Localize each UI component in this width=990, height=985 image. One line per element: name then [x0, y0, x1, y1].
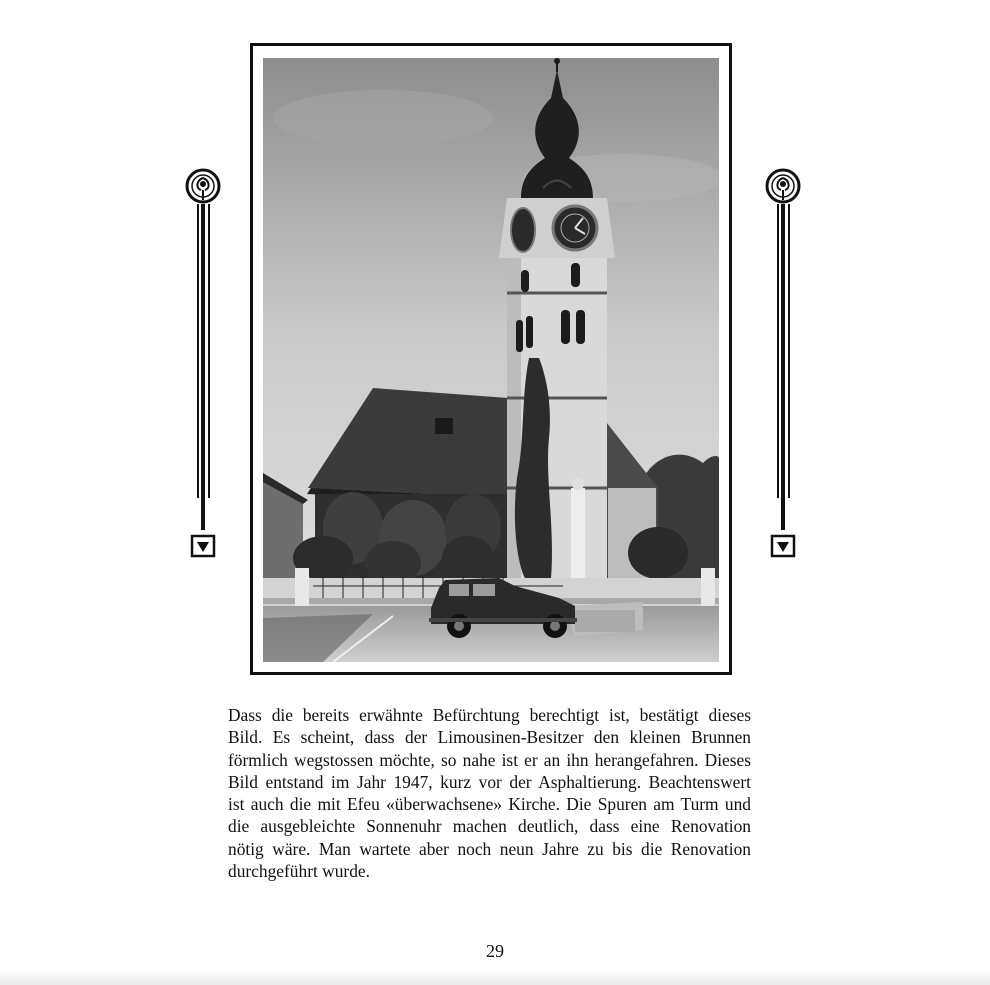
church-photo	[263, 58, 719, 662]
photo-caption	[228, 704, 751, 882]
photo-frame	[250, 43, 732, 675]
caption-line: ist auch die mit Efeu «überwachsene» Kirche. Die Spuren am Turm und	[228, 794, 751, 815]
caption-line: Dass die bereits erwähnte Befürchtung berechtigt ist, bestätigt dieses	[228, 705, 751, 725]
page-number: 29	[486, 941, 504, 961]
caption-line: nötig wäre. Man wartete aber noch neun Jahre zu bis die Renovation	[228, 838, 751, 859]
right-ornament	[763, 168, 803, 568]
caption-line: förmlich wegstossen möchte, so nahe ist er an ihn herangefahren. Dieses	[228, 749, 751, 770]
caption-line: durchgeführt wurde.	[228, 861, 370, 882]
caption-line: Bild entstand im Jahr 1947, kurz vor der Asphaltierung. Beachtenswert	[228, 771, 751, 792]
left-ornament	[183, 168, 223, 568]
caption-line: Bild. Es scheint, dass der Limousinen-Besitzer den kleinen Brunnen	[228, 727, 751, 748]
caption-line: die ausgebleichte Sonnenuhr machen deutlich, dass eine Renovation	[228, 816, 751, 837]
page-edge-shadow	[0, 971, 990, 985]
